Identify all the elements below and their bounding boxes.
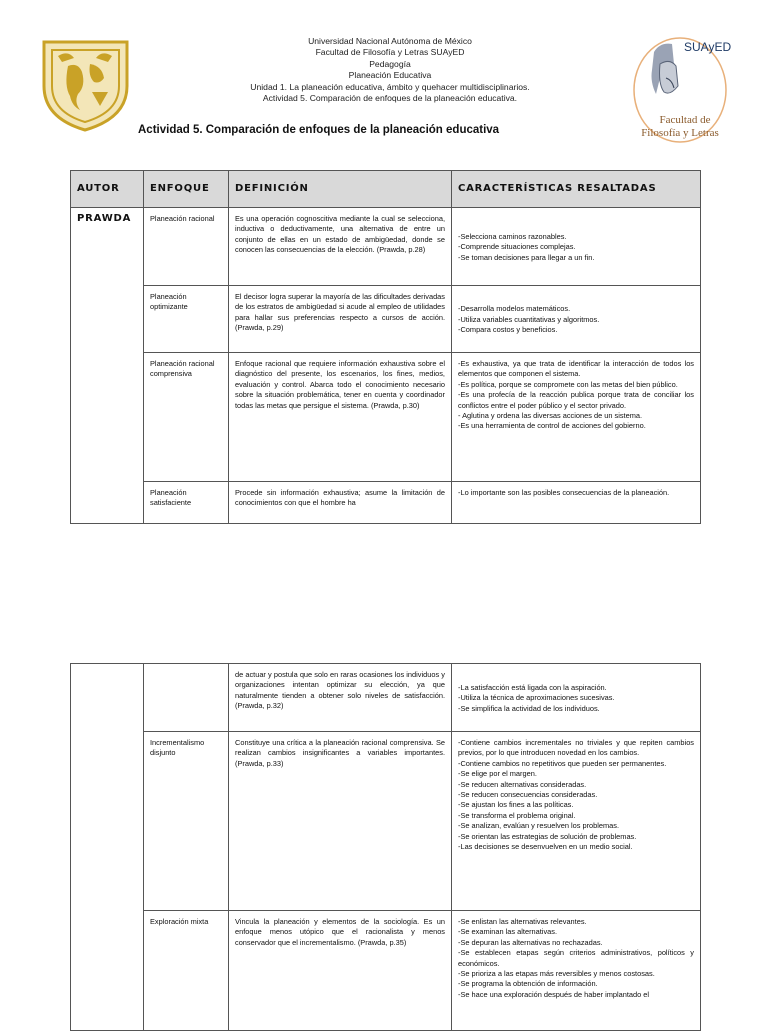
ffl-line1: Facultad de bbox=[659, 114, 711, 126]
enfoque-cell: Planeación racional comprensiva bbox=[144, 353, 229, 482]
header-line-activity: Actividad 5. Comparación de enfoques de la planeación educativa. bbox=[262, 93, 518, 104]
list-item: -Se analizan, evalúan y resuelven los problemas. bbox=[458, 821, 620, 831]
author-cell: PRAWDA bbox=[71, 208, 144, 524]
definicion-cell: Constituye una crítica a la planeación racional comprensiva. Se realizan cambios insignificantes a variables importantes. (Prawda, p.33) bbox=[229, 732, 452, 911]
list-item: -Se prioriza a las etapas más reversibles y menos costosas. bbox=[458, 969, 655, 979]
enfoque-cell: Incrementalismo disjunto bbox=[144, 732, 229, 911]
institution-header bbox=[200, 36, 580, 104]
list-item: -Se depuran las alternativas no rechazadas. bbox=[458, 937, 603, 947]
list-item: -Se elige por el margen. bbox=[458, 769, 537, 779]
list-item: -Se examinan las alternativas. bbox=[458, 927, 558, 937]
list-item: -Comprende situaciones complejas. bbox=[458, 242, 576, 252]
table-row bbox=[71, 286, 701, 353]
list-item: -Es una profecía de la reacción publica porque trata de conciliar los conflictos entre el poder público y el sector privado. bbox=[458, 390, 694, 410]
list-item: -Utiliza variables cuantitativas y algoritmos. bbox=[458, 314, 600, 324]
ffl-line2: Filosofía y Letras bbox=[641, 127, 719, 139]
enfoque-cell: Planeación racional bbox=[144, 208, 229, 286]
definicion-cell: Procede sin información exhaustiva; asume la limitación de conocimientos con que el hombre ha bbox=[229, 482, 452, 524]
header-autor: AUTOR bbox=[71, 171, 144, 208]
enfoque-cell: Planeación optimizante bbox=[144, 286, 229, 353]
list-item: -Se programa la obtención de información. bbox=[458, 979, 598, 989]
caracteristicas-cell bbox=[452, 911, 701, 1031]
list-item: -Desarrolla modelos matemáticos. bbox=[458, 304, 571, 314]
enfoque-cell: Exploración mixta bbox=[144, 911, 229, 1031]
table-row bbox=[71, 482, 701, 524]
list-item: -Se ajustan los fines a las políticas. bbox=[458, 800, 574, 810]
comparison-table bbox=[70, 170, 701, 524]
enfoque-cell bbox=[144, 664, 229, 732]
table-row bbox=[71, 353, 701, 482]
list-item: -Compara costos y beneficios. bbox=[458, 325, 558, 335]
caracteristicas-cell bbox=[452, 732, 701, 911]
header-enfoque: ENFOQUE bbox=[144, 171, 229, 208]
list-item: -La satisfacción está ligada con la aspiración. bbox=[458, 682, 607, 692]
list-item: -Se establecen etapas según criterios administrativos, políticos y económicos. bbox=[458, 948, 694, 968]
list-item: -Es exhaustiva, ya que trata de identificar la interacción de todos los elementos que componen el sistema. bbox=[458, 359, 694, 379]
table-row bbox=[71, 208, 701, 286]
enfoque-cell: Planeación satisfaciente bbox=[144, 482, 229, 524]
caracteristicas-cell bbox=[452, 482, 701, 524]
list-item: -Lo importante son las posibles consecuencias de la planeación. bbox=[458, 488, 670, 497]
ffl-suayed-logo bbox=[630, 34, 730, 144]
list-item: -Se orientan las estrategias de solución de problemas. bbox=[458, 831, 637, 841]
definicion-cell: Es una operación cognoscitiva mediante la cual se selecciona, inductiva o deductivamente, una alternativa de entre un conjunto de ellas en un estado de ambigüedad, donde se conocen las consecuencias de la elección. (Prawda, p.28) bbox=[229, 208, 452, 286]
list-item: -Se reducen consecuencias consideradas. bbox=[458, 790, 598, 800]
list-item: -Se simplifica la actividad de los individuos. bbox=[458, 703, 600, 713]
list-item: -Se transforma el problema original. bbox=[458, 810, 576, 820]
table-row bbox=[71, 911, 701, 1031]
list-item: -Contiene cambios no repetitivos que pueden ser permanentes. bbox=[458, 758, 667, 768]
header-definicion: DEFINICIÓN bbox=[229, 171, 452, 208]
table-header-row bbox=[71, 171, 701, 208]
caracteristicas-cell bbox=[452, 208, 701, 286]
table-row bbox=[71, 664, 701, 732]
header-line-faculty: Facultad de Filosofía y Letras SUAyED bbox=[315, 47, 465, 58]
definicion-cell: Vincula la planeación y elementos de la sociología. Es un enfoque menos utópico que el racionalista y menos conservador que el incrementalismo. (Prawda, p.35) bbox=[229, 911, 452, 1031]
list-item: -Las decisiones se desenvuelven en un medio social. bbox=[458, 842, 633, 852]
list-item: -Se hace una exploración después de haber implantado el bbox=[458, 989, 650, 999]
definicion-cell: Enfoque racional que requiere información exhaustiva sobre el diagnóstico del presente, los escenarios, los fines, medios, evaluación y control. Abarca todo el conocimiento necesario sobre la situación problemática, tener en cuenta y coordinador todas las metas que persigue el sistema. (Prawda, p.30) bbox=[229, 353, 452, 482]
list-item: - Aglutina y ordena las diversas acciones de un sistema. bbox=[458, 411, 643, 421]
comparison-table-continued bbox=[70, 663, 701, 1031]
header-line-university: Universidad Nacional Autónoma de México bbox=[308, 36, 472, 46]
list-item: -Es una herramienta de control de acciones del gobierno. bbox=[458, 421, 646, 431]
header-line-unit: Unidad 1. La planeación educativa, ámbito y quehacer multidisciplinarios. bbox=[250, 81, 530, 92]
caracteristicas-cell bbox=[452, 286, 701, 353]
definicion-cell: de actuar y postula que solo en raras ocasiones los individuos y organizaciones intentan optimizar su elección, ya que naturalmente tienden a obtener solo niveles de satisfacción. (Prawda, p.32) bbox=[229, 664, 452, 732]
list-item: -Selecciona caminos razonables. bbox=[458, 231, 567, 241]
list-item: -Es política, porque se compromete con las metas del bien público. bbox=[458, 379, 678, 389]
list-item: -Se reducen alternativas consideradas. bbox=[458, 779, 587, 789]
definicion-cell: El decisor logra superar la mayoría de las dificultades derivadas de los estratos de ambigüedad si acude al empleo de utilidades para hallar sus preferencias respecto a cursos de acción. (Prawda, p.29) bbox=[229, 286, 452, 353]
author-cell-empty bbox=[71, 664, 144, 1031]
caracteristicas-cell bbox=[452, 353, 701, 482]
list-item: -Utiliza la técnica de aproximaciones sucesivas. bbox=[458, 693, 615, 703]
table-row bbox=[71, 732, 701, 911]
document-title: Actividad 5. Comparación de enfoques de la planeación educativa bbox=[138, 124, 500, 136]
list-item: -Se enlistan las alternativas relevantes. bbox=[458, 917, 587, 926]
header-line-subject: Planeación Educativa bbox=[348, 70, 432, 81]
list-item: -Se toman decisiones para llegar a un fin. bbox=[458, 252, 595, 262]
caracteristicas-cell bbox=[452, 664, 701, 732]
suayed-text: SUAyED bbox=[684, 40, 732, 54]
header-line-career: Pedagogía bbox=[369, 58, 411, 69]
unam-logo-icon bbox=[38, 36, 133, 134]
list-item: -Contiene cambios incrementales no triviales y que repiten cambios previos, por lo que introducen novedad en los cambios. bbox=[458, 738, 694, 758]
header-caracteristicas: CARACTERÍSTICAS RESALTADAS bbox=[452, 171, 701, 208]
